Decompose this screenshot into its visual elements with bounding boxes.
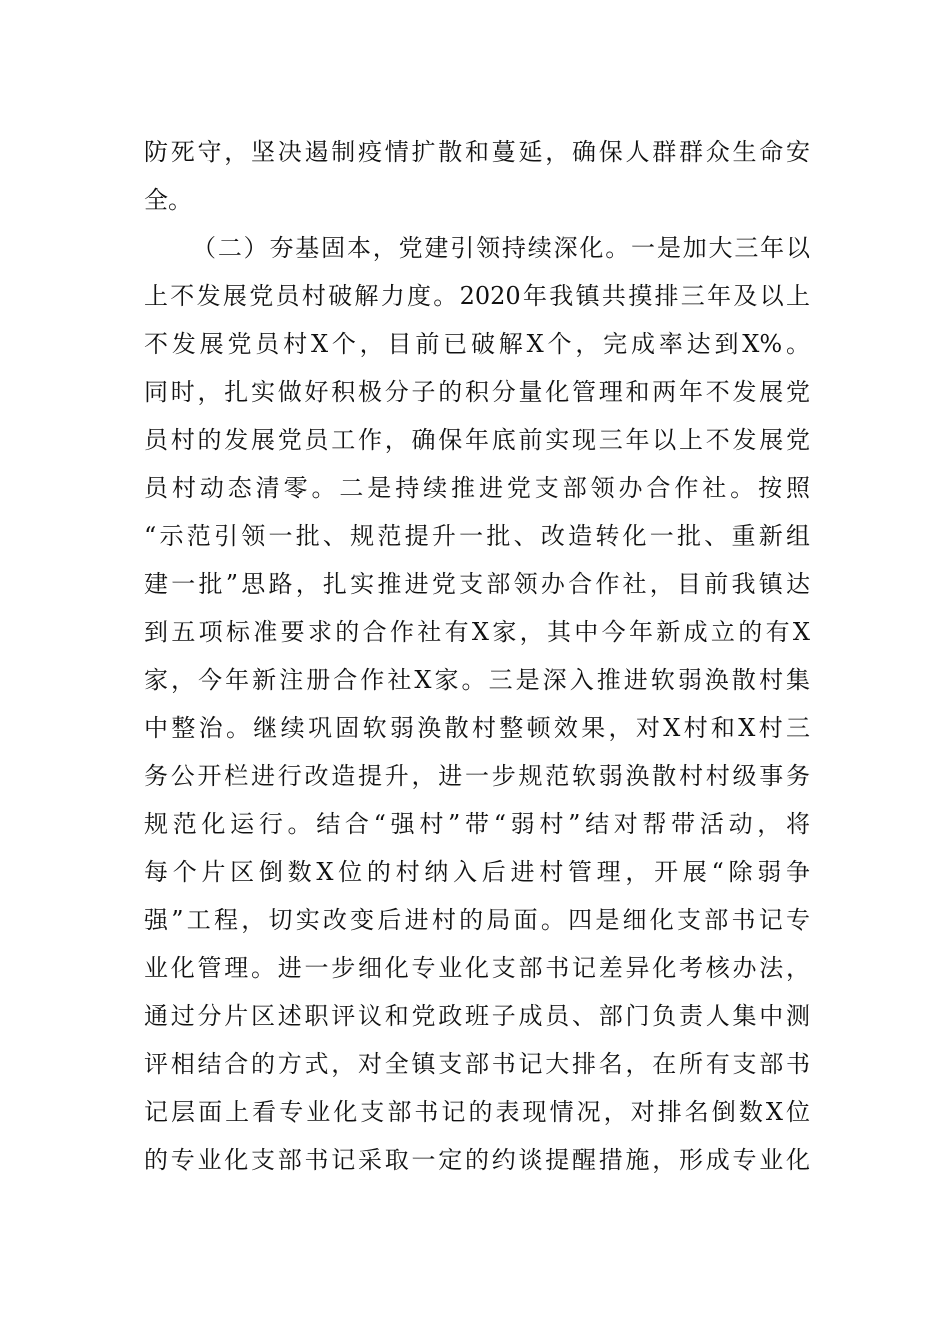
text-line: 通过分片区述职评议和党政班子成员、部门负责人集中测 (144, 1002, 810, 1030)
text-line: 不发展党员村X个，目前已破解X个，完成率达到X%。 (144, 330, 810, 358)
text-line: 的专业化支部书记采取一定的约谈提醒措施，形成专业化 (144, 1146, 810, 1174)
text-line: 员村的发展党员工作，确保年底前实现三年以上不发展党 (144, 426, 810, 454)
text-line: 员村动态清零。二是持续推进党支部领办合作社。按照 (144, 474, 810, 502)
body-text (144, 128, 810, 1184)
text-line: 业化管理。进一步细化专业化支部书记差异化考核办法， (144, 954, 810, 982)
text-line: 每个片区倒数X位的村纳入后进村管理，开展“除弱争 (144, 858, 810, 886)
text-line: 中整治。继续巩固软弱涣散村整顿效果，对X村和X村三 (144, 714, 810, 742)
text-line: 家，今年新注册合作社X家。三是深入推进软弱涣散村集 (144, 666, 810, 694)
text-line: 同时，扎实做好积极分子的积分量化管理和两年不发展党 (144, 378, 810, 406)
text-line: 记层面上看专业化支部书记的表现情况，对排名倒数X位 (144, 1098, 810, 1126)
text-line: 到五项标准要求的合作社有X家，其中今年新成立的有X (144, 618, 810, 646)
text-line: 上不发展党员村破解力度。2020年我镇共摸排三年及以上 (144, 282, 810, 310)
paragraph-start-line: （二）夯基固本，党建引领持续深化。一是加大三年以 (192, 234, 810, 262)
text-line: 务公开栏进行改造提升，进一步规范软弱涣散村村级事务 (144, 762, 810, 790)
text-line: 规范化运行。结合“强村”带“弱村”结对帮带活动，将 (144, 810, 810, 838)
text-line: 全。 (144, 186, 192, 214)
text-line: 评相结合的方式，对全镇支部书记大排名，在所有支部书 (144, 1050, 810, 1078)
text-line: 建一批”思路，扎实推进党支部领办合作社，目前我镇达 (144, 570, 810, 598)
text-line: “示范引领一批、规范提升一批、改造转化一批、重新组 (144, 522, 810, 550)
text-line: 强”工程，切实改变后进村的局面。四是细化支部书记专 (144, 906, 810, 934)
text-line: 防死守，坚决遏制疫情扩散和蔓延，确保人群群众生命安 (144, 138, 810, 166)
